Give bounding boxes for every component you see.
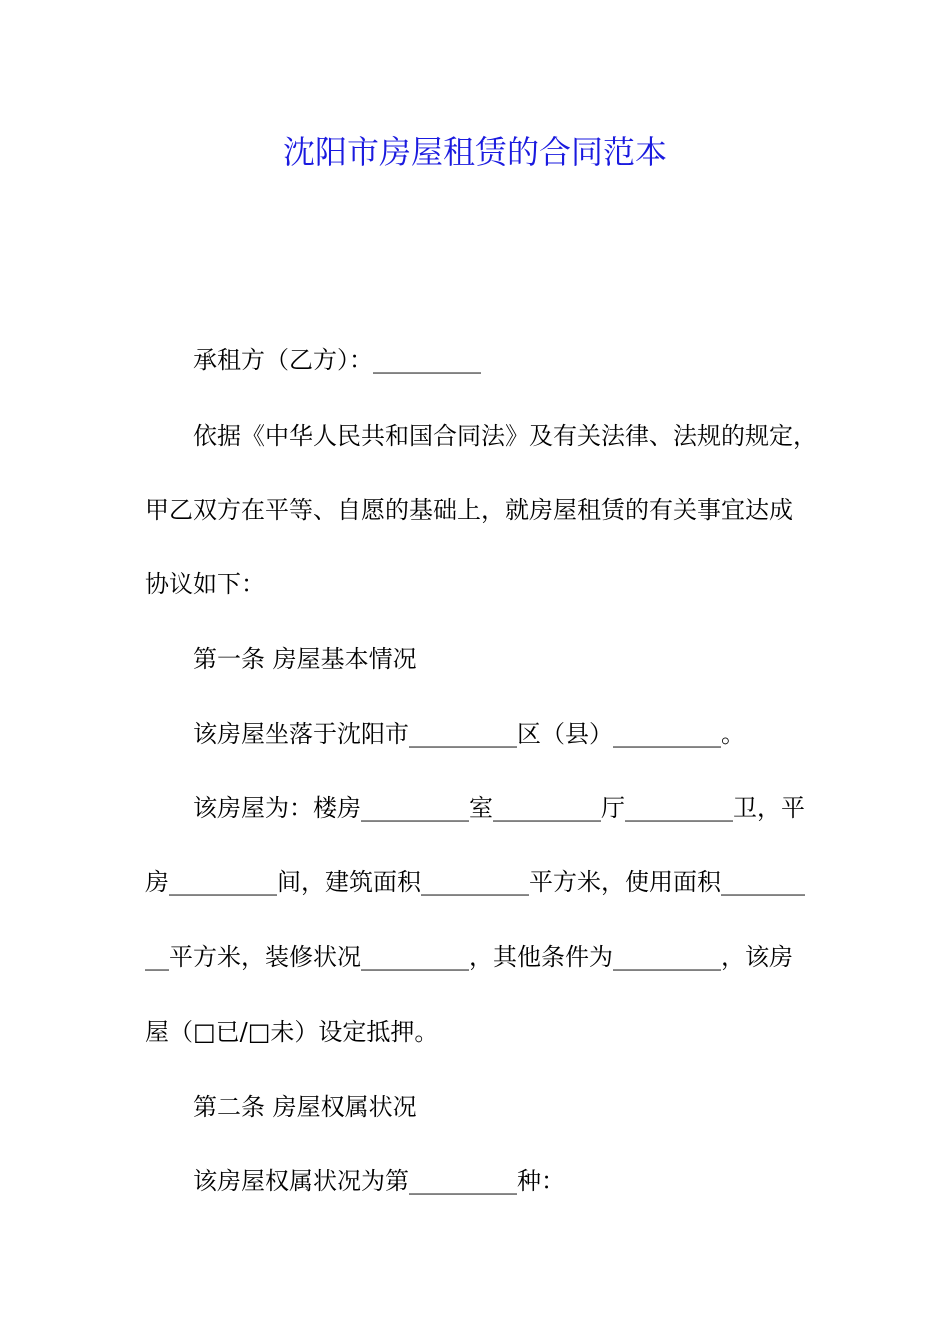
house-type-line-2: 房_________间，建筑面积_________平方米，使用面积_______: [145, 868, 805, 896]
tenant-line: 承租方（乙方）：_________: [193, 346, 481, 374]
paragraph-basis-line-2: 甲乙双方在平等、自愿的基础上，就房屋租赁的有关事宜达成: [145, 496, 793, 524]
paragraph-basis-line-1: 依据《中华人民共和国合同法》及有关法律、法规的规定，: [193, 422, 817, 450]
mortgage-line: 屋（□已/□未）设定抵押。: [145, 1018, 439, 1046]
ownership-line: 该房屋权属状况为第_________种：: [193, 1167, 565, 1195]
article-1-heading: 第一条 房屋基本情况: [193, 645, 417, 673]
house-type-line-3: __平方米，装修状况_________，其他条件为_________，该房: [145, 943, 793, 971]
document-title: 沈阳市房屋租赁的合同范本: [282, 133, 667, 171]
article-2-heading: 第二条 房屋权属状况: [193, 1093, 417, 1121]
house-type-line-1: 该房屋为：楼房_________室_________厅_________卫，平: [193, 794, 805, 822]
paragraph-basis-line-3: 协议如下：: [145, 570, 265, 598]
location-line: 该房屋坐落于沈阳市_________区（县）_________。: [193, 720, 745, 748]
